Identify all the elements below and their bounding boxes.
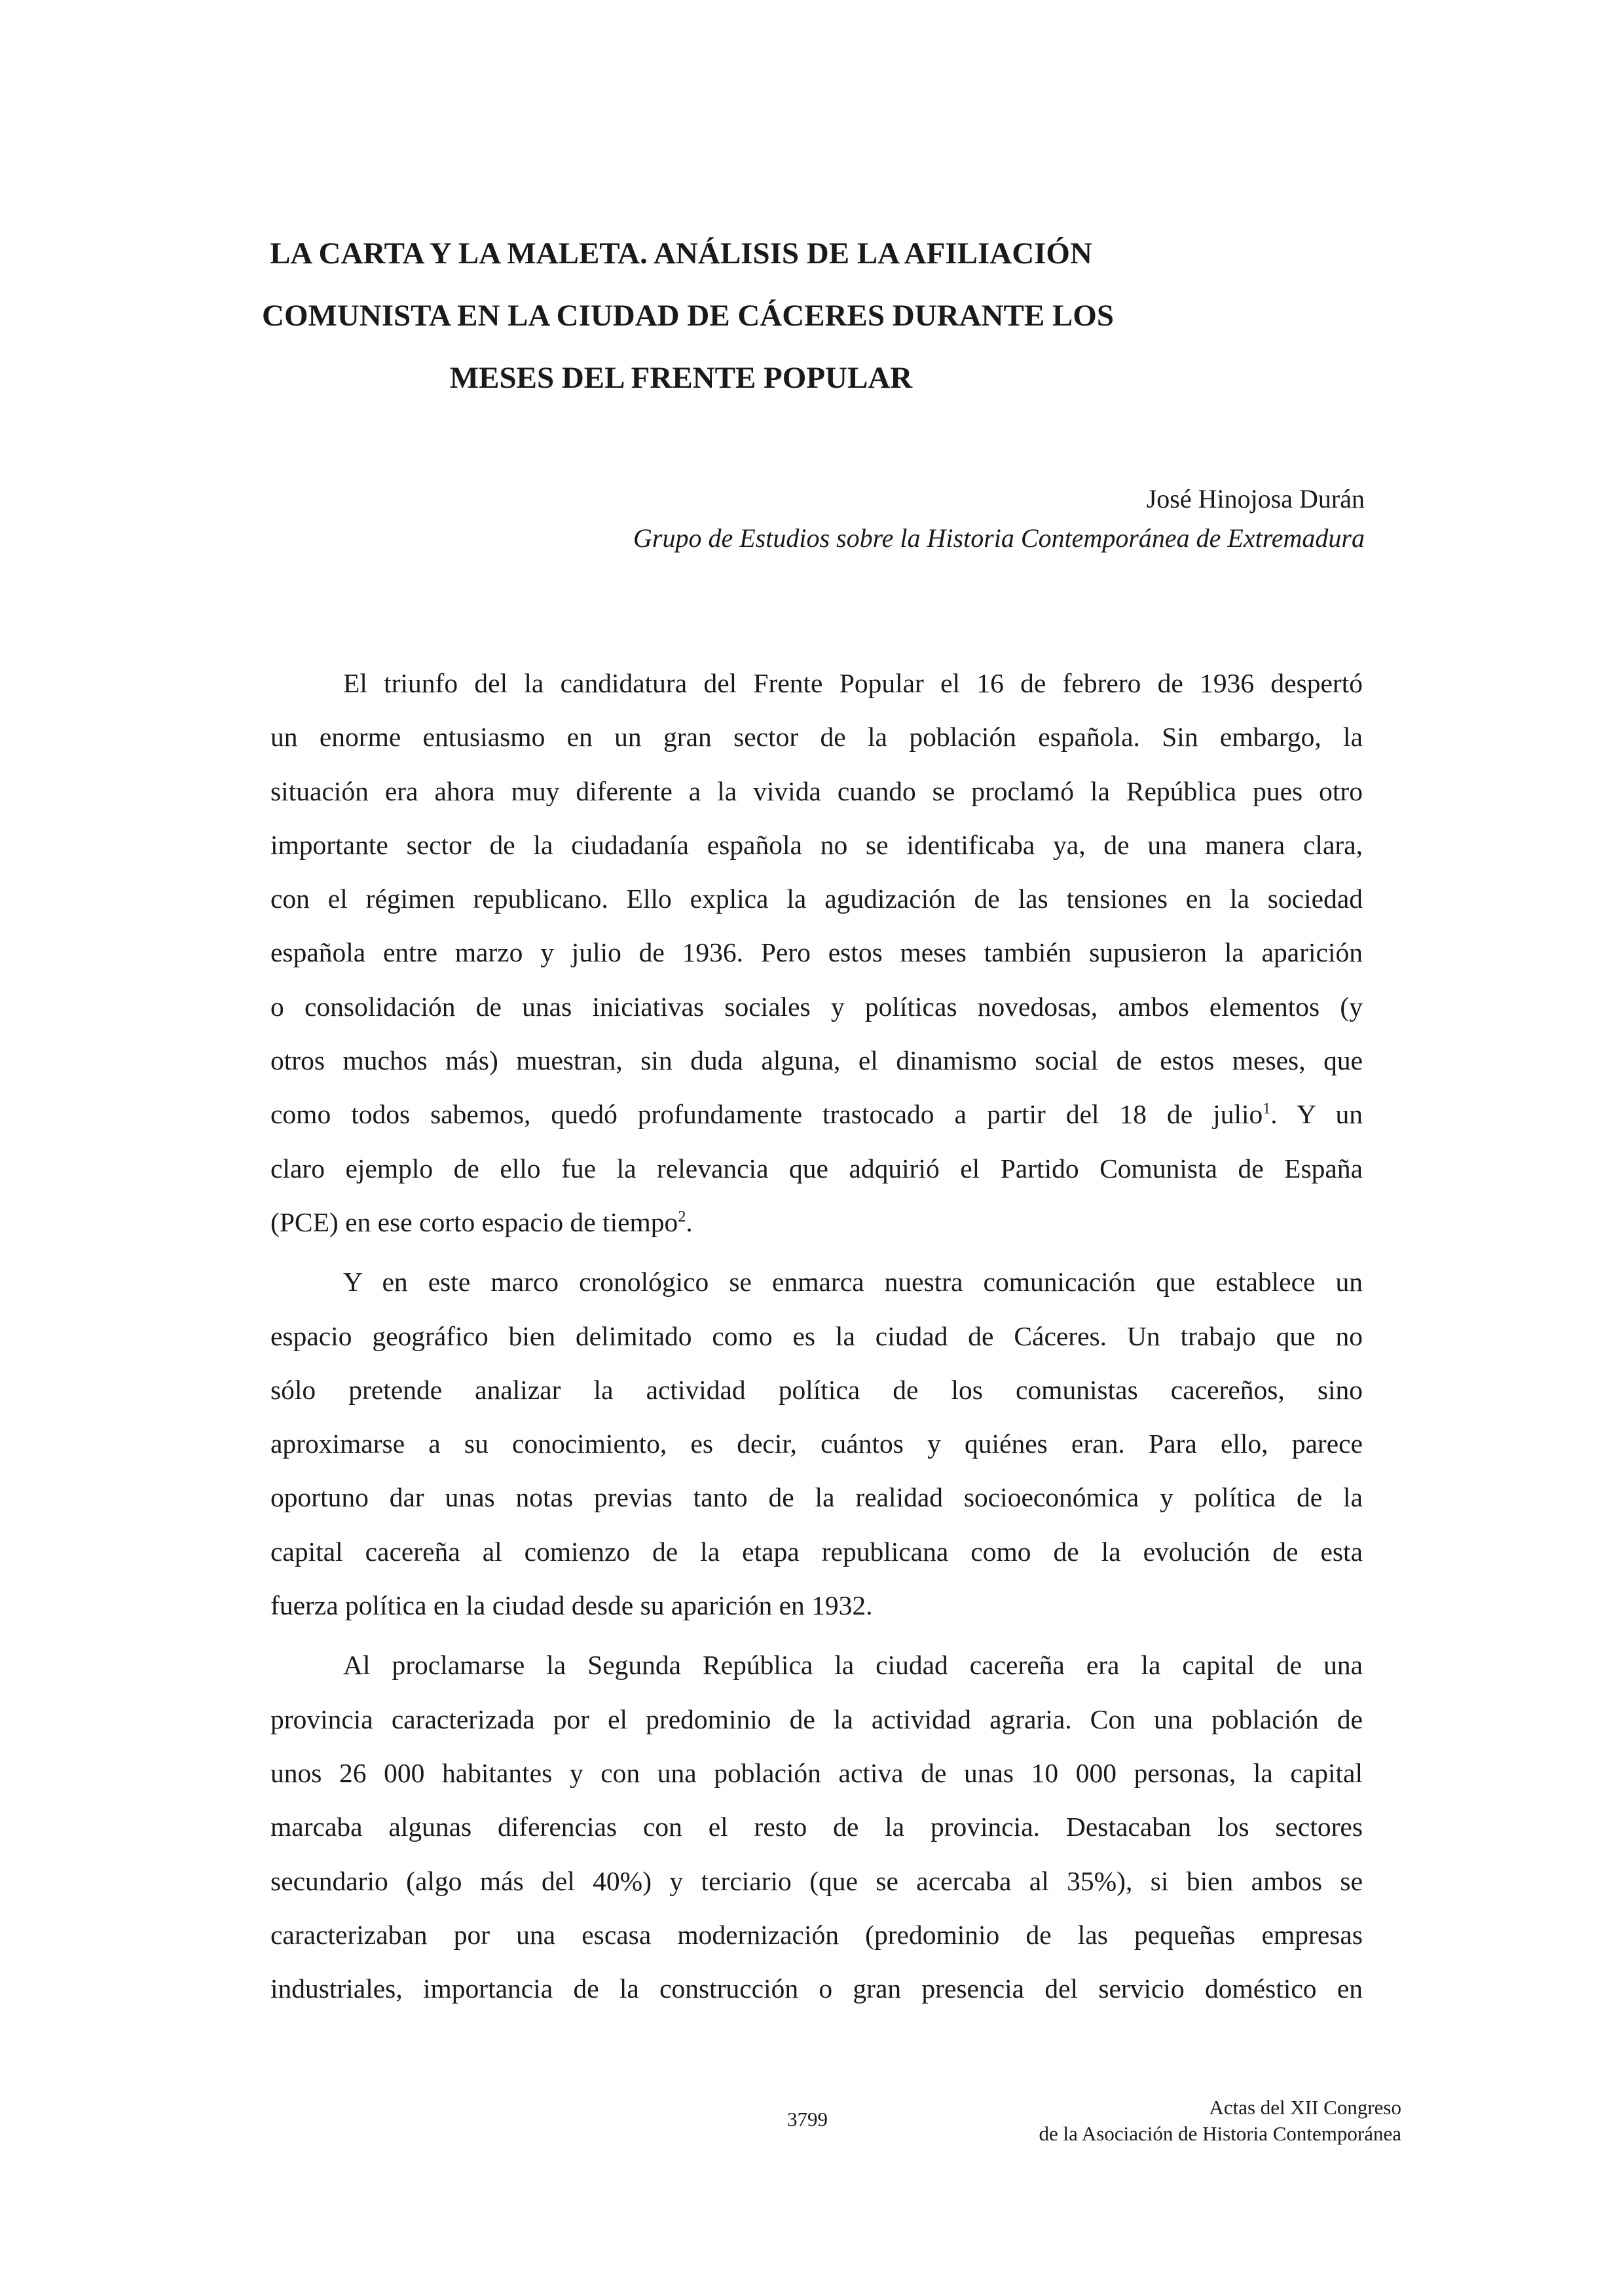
text-segment: como todos sabemos, quedó profundamente trastocado a partir del 18 de julio xyxy=(270,1099,1263,1130)
text-line: oportuno dar unas notas previas tanto de la realidad socioeconómica y política de la xyxy=(270,1482,1363,1513)
text-line: con el régimen republicano. Ello explica la agudización de las tensiones en la sociedad xyxy=(270,884,1363,914)
text-line: fuerza política en la ciudad desde su aparición en 1932. xyxy=(270,1590,873,1621)
text-line: Al proclamarse la Segunda República la ciudad cacereña era la capital de una xyxy=(343,1650,1363,1681)
text-line: otros muchos más) muestran, sin duda alguna, el dinamismo social de estos meses, que xyxy=(270,1045,1363,1076)
text-line: caracterizaban por una escasa modernización (predominio de las pequeñas empresas xyxy=(270,1919,1363,1950)
text-segment: . xyxy=(686,1206,693,1237)
proceedings-footer xyxy=(1039,2095,1401,2147)
title-line: MESES DEL FRENTE POPULAR xyxy=(449,361,913,395)
text-line: un enorme entusiasmo en un gran sector de la población española. Sin embargo, la xyxy=(270,722,1363,753)
text-line xyxy=(270,1087,1363,1141)
text-line: marcaba algunas diferencias con el resto de la provincia. Destacaban los sectores xyxy=(270,1812,1363,1842)
footnote-ref-2[interactable]: 2 xyxy=(678,1208,686,1226)
text-line: provincia caracterizada por el predominio de la actividad agraria. Con una población de xyxy=(270,1704,1363,1734)
author-block xyxy=(633,479,1365,558)
text-line: o consolidación de unas iniciativas sociales y políticas novedosas, ambos elementos (y xyxy=(270,991,1363,1022)
footnote-ref-1[interactable]: 1 xyxy=(1263,1100,1271,1118)
title-line: LA CARTA Y LA MALETA. ANÁLISIS DE LA AFILIACIÓN xyxy=(270,236,1092,271)
page-number: 3799 xyxy=(787,2108,828,2131)
proceedings-line: de la Asociación de Historia Contemporánea xyxy=(1039,2122,1401,2145)
text-line: aproximarse a su conocimiento, es decir, cuántos y quiénes eran. Para ello, parece xyxy=(270,1428,1363,1459)
text-line: española entre marzo y julio de 1936. Pero estos meses también supusieron la aparición xyxy=(270,937,1363,968)
text-line: Y en este marco cronológico se enmarca nuestra comunicación que establece un xyxy=(343,1267,1363,1297)
text-line: sólo pretende analizar la actividad política de los comunistas cacereños, sino xyxy=(270,1374,1363,1405)
text-line: capital cacereña al comienzo de la etapa republicana como de la evolución de esta xyxy=(270,1536,1363,1567)
text-line: espacio geográfico bien delimitado como es la ciudad de Cáceres. Un trabajo que no xyxy=(270,1320,1363,1351)
text-segment: (PCE) en ese corto espacio de tiempo xyxy=(270,1206,678,1237)
proceedings-line: Actas del XII Congreso xyxy=(1209,2096,1401,2119)
text-segment: . Y un xyxy=(1270,1099,1363,1130)
text-line xyxy=(270,1195,1363,1249)
body-text xyxy=(270,656,1363,2015)
text-line: claro ejemplo de ello fue la relevancia que adquirió el Partido Comunista de España xyxy=(270,1153,1363,1184)
text-line: unos 26 000 habitantes y con una población activa de unas 10 000 personas, la capital xyxy=(270,1757,1363,1788)
paper-title xyxy=(262,223,1114,409)
text-line: secundario (algo más del 40%) y terciario (que se acercaba al 35%), si bien ambos se xyxy=(270,1865,1363,1896)
text-line: El triunfo del la candidatura del Frente Popular el 16 de febrero de 1936 despertó xyxy=(343,668,1363,698)
author-name: José Hinojosa Durán xyxy=(1146,484,1365,513)
title-line: COMUNISTA EN LA CIUDAD DE CÁCERES DURANTE LOS xyxy=(262,299,1114,333)
text-line: importante sector de la ciudadanía española no se identificaba ya, de una manera clara, xyxy=(270,829,1363,860)
text-line: situación era ahora muy diferente a la vivida cuando se proclamó la República pues otro xyxy=(270,775,1363,806)
text-line: industriales, importancia de la construcción o gran presencia del servicio doméstico en xyxy=(270,1973,1363,2004)
author-affiliation: Grupo de Estudios sobre la Historia Contemporánea de Extremadura xyxy=(633,523,1365,553)
